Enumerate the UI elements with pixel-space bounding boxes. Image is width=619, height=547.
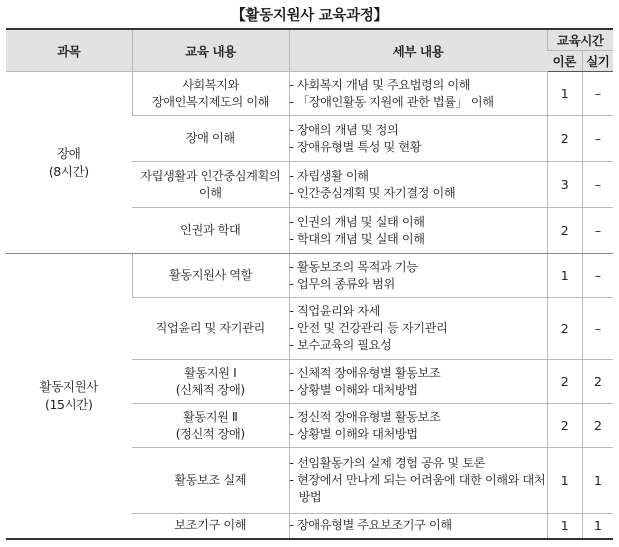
detail-line: - 장애의 개념 및 정의 <box>289 122 399 137</box>
detail-line: - 「장애인활동 지원에 관한 법률」 이해 <box>289 94 494 109</box>
practice-hours: – <box>582 116 613 162</box>
theory-hours: 2 <box>547 298 582 360</box>
content-line: 장애 이해 <box>185 131 235 145</box>
detail-line: - 자립생활 이해 <box>289 168 369 183</box>
subject-line: 활동지원사 <box>39 378 98 394</box>
content-line: 직업윤리 및 자기관리 <box>155 321 265 335</box>
theory-hours: 1 <box>547 254 582 298</box>
content-cell <box>132 162 289 208</box>
header-theory: 이론 <box>547 51 582 72</box>
detail-line: - 현장에서 만나게 되는 어려움에 대한 이해와 대처방법 <box>289 473 546 504</box>
content-line: 보조기구 이해 <box>174 518 247 533</box>
theory-hours: 1 <box>547 514 582 539</box>
detail-line: - 장애유형별 특성 및 현황 <box>289 139 422 154</box>
content-line: (신체적 장애) <box>175 382 245 397</box>
detail-cell <box>289 514 547 539</box>
content-cell <box>132 298 289 360</box>
content-cell <box>132 72 289 116</box>
detail-line: - 장애유형별 주요보조기구 이해 <box>289 518 452 533</box>
content-cell <box>132 254 289 298</box>
page-title: 【활동지원사 교육과정】 <box>231 8 388 24</box>
detail-cell <box>289 72 547 116</box>
detail-line: - 인권의 개념 및 실태 이해 <box>289 214 425 229</box>
content-cell <box>132 208 289 254</box>
subject-line: 장애 <box>57 145 81 161</box>
header-detail: 세부 내용 <box>289 29 547 72</box>
detail-cell <box>289 298 547 360</box>
practice-hours: – <box>582 208 613 254</box>
theory-hours: 1 <box>547 72 582 116</box>
detail-line: - 선임활동가의 실제 경험 공유 및 토론 <box>289 456 485 470</box>
practice-hours: 2 <box>582 404 613 448</box>
content-line: 활동지원 Ⅱ <box>182 409 238 424</box>
content-cell <box>132 448 289 514</box>
practice-hours: – <box>582 254 613 298</box>
theory-hours: 2 <box>547 116 582 162</box>
practice-hours: – <box>582 72 613 116</box>
detail-line: - 사회복지 개념 및 주요법령의 이해 <box>289 77 471 92</box>
content-cell <box>132 404 289 448</box>
detail-cell <box>289 360 547 404</box>
table-row <box>6 254 613 298</box>
content-line: 사회복지와 <box>182 77 239 92</box>
content-line: 자립생활과 인간중심계획의 <box>140 168 281 183</box>
content-cell <box>132 116 289 162</box>
practice-hours: – <box>582 162 613 208</box>
header-hours: 교육시간 <box>547 29 613 51</box>
practice-hours: 2 <box>582 360 613 404</box>
detail-cell <box>289 404 547 448</box>
theory-hours: 1 <box>547 448 582 514</box>
detail-cell <box>289 208 547 254</box>
detail-cell <box>289 254 547 298</box>
header-content: 교육 내용 <box>132 29 289 72</box>
theory-hours: 3 <box>547 162 582 208</box>
content-line: 장애인복지제도의 이해 <box>151 94 270 109</box>
theory-hours: 2 <box>547 208 582 254</box>
content-line: 활동지원 Ⅰ <box>184 365 237 380</box>
detail-line: - 보수교육의 필요성 <box>289 338 392 352</box>
content-cell <box>132 360 289 404</box>
detail-cell <box>289 116 547 162</box>
content-line: 활동보조 실제 <box>174 473 247 487</box>
detail-line: - 상황별 이해와 대처방법 <box>289 426 418 441</box>
header-subject: 과목 <box>6 29 132 72</box>
content-line: (정신적 장애) <box>175 426 245 441</box>
table-header-row <box>6 29 613 51</box>
subject-cell-assistant <box>6 254 132 539</box>
subject-cell-disability <box>6 72 132 254</box>
detail-line: - 신체적 장애유형별 활동보조 <box>289 365 441 380</box>
content-line: 이해 <box>198 185 222 200</box>
practice-hours: 1 <box>582 514 613 539</box>
curriculum-table <box>6 28 613 540</box>
detail-cell <box>289 162 547 208</box>
header-practice: 실기 <box>582 51 613 72</box>
content-line: 인권과 학대 <box>180 223 241 237</box>
detail-line: - 직업윤리와 자세 <box>289 304 381 318</box>
subject-line: (15시간) <box>45 396 93 412</box>
practice-hours: – <box>582 298 613 360</box>
detail-line: - 인간중심계획 및 자기결정 이해 <box>289 185 456 200</box>
detail-line: - 활동보조의 목적과 기능 <box>289 259 418 274</box>
detail-line: - 학대의 개념 및 실태 이해 <box>289 231 425 246</box>
theory-hours: 2 <box>547 360 582 404</box>
detail-line: - 정신적 장애유형별 활동보조 <box>289 409 441 424</box>
detail-line: - 업무의 종류와 범위 <box>289 276 395 291</box>
practice-hours: 1 <box>582 448 613 514</box>
detail-line: - 안전 및 건강관리 등 자기관리 <box>289 321 448 335</box>
detail-cell <box>289 448 547 514</box>
detail-line: - 상황별 이해와 대처방법 <box>289 382 418 397</box>
content-cell <box>132 514 289 539</box>
subject-line: (8시간) <box>48 163 89 179</box>
table-row <box>6 72 613 116</box>
theory-hours: 2 <box>547 404 582 448</box>
content-line: 활동지원사 역할 <box>168 268 253 282</box>
